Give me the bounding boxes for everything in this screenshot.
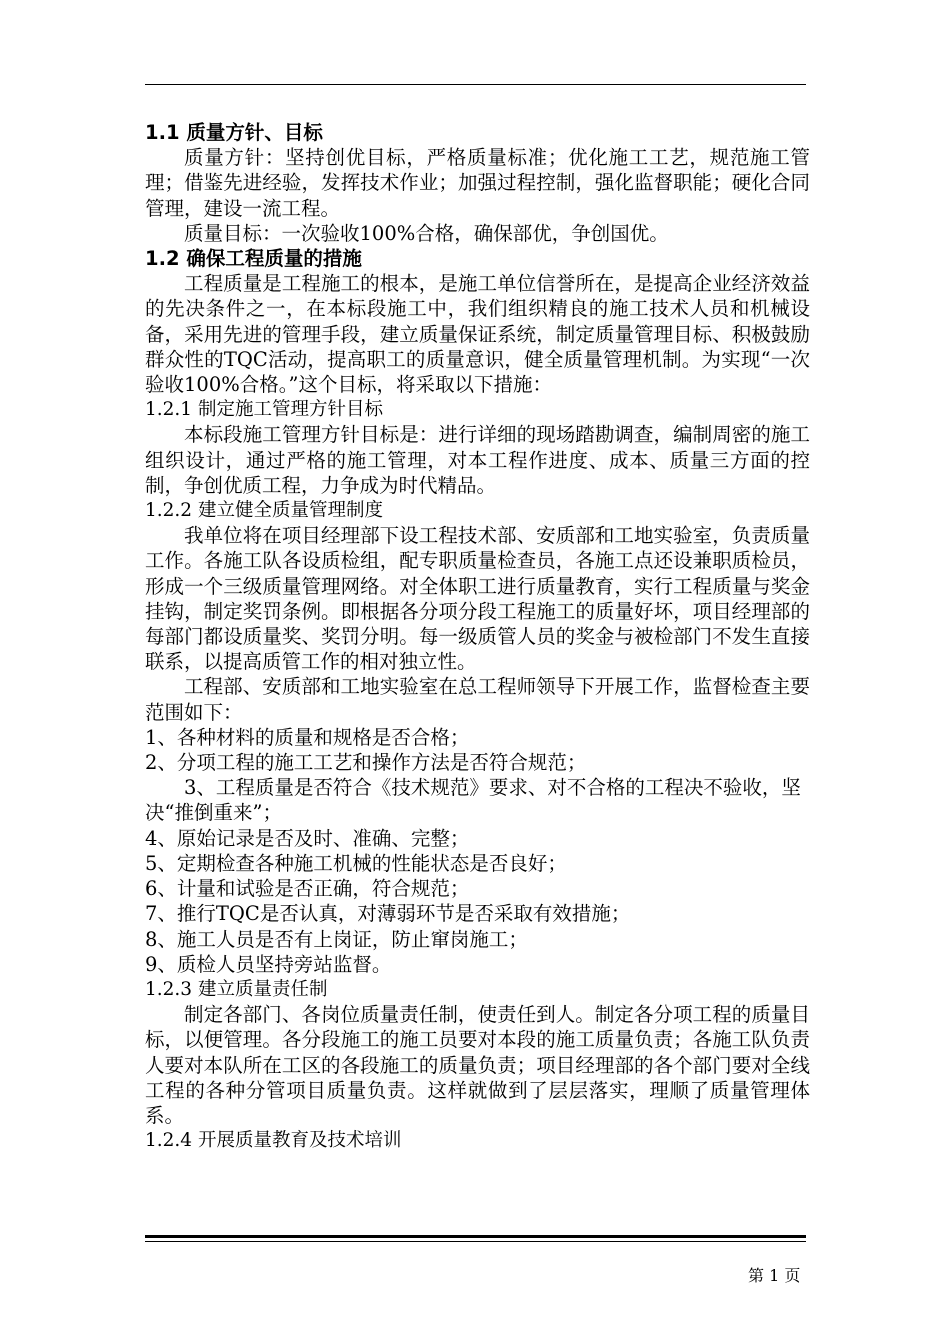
list-item: 1、各种材料的质量和规格是否合格； (145, 725, 470, 749)
footer-rule-thick (145, 1235, 806, 1238)
list-item: 6、计量和试验是否正确，符合规范； (145, 877, 470, 901)
document-body (145, 120, 810, 1153)
section-1-2-4-heading: 1.2.4 开展质量教育及技术培训 (145, 1130, 402, 1152)
section-1-2-heading: 1.2 确保工程质量的措施 (145, 247, 362, 271)
list-item: 9、质检人员坚持旁站监督。 (145, 952, 392, 976)
section-1-2-1-paragraph: 本标段施工管理方针目标是：进行详细的现场踏勘调查，编制周密的施工组织设计，通过严格的施工管理，对本工程作进度、成本、质量三方面的控制，争创优质工程，力争成为时代精品。 (145, 423, 810, 497)
section-1-2-intro-paragraph: 工程质量是工程施工的根本，是施工单位信誉所在，是提高企业经济效益的先决条件之一，在本标段施工中，我们组织精良的施工技术人员和机械设备，采用先进的管理手段，建立质量保证系统，制定质量管理目标、积极鼓励群众性的TQC活动，提高职工的质量意识，健全质量管理机制。为实现“一次验收100%合格。”这个目标，将采取以下措施： (145, 272, 810, 397)
list-item: 3、工程质量是否符合《技术规范》要求、对不合格的工程决不验收，坚决“推倒重来”； (145, 776, 801, 825)
section-1-2-3-heading: 1.2.3 建立质量责任制 (145, 978, 328, 1000)
section-1-2-3-paragraph: 制定各部门、各岗位质量责任制，使责任到人。制定各分项工程的质量目标，以便管理。各分段施工的施工员要对本段的施工质量负责；各施工队负责人要对本队所在工区的各段施工的质量负责；项目经理部的各个部门要对全线工程的各种分管项目质量负责。这样就做到了层层落实，理顺了质量管理体系。 (145, 1003, 810, 1127)
list-item: 4、原始记录是否及时、准确、完整； (145, 826, 470, 850)
list-item: 7、推行TQC是否认真，对薄弱环节是否采取有效措施； (145, 902, 631, 926)
list-item: 5、定期检查各种施工机械的性能状态是否良好； (145, 851, 567, 875)
quality-policy-paragraph: 质量方针：坚持创优目标，严格质量标准；优化施工工艺，规范施工管理；借鉴先进经验，发挥技术作业；加强过程控制，强化监督职能；硬化合同管理，建设一流工程。 (145, 146, 810, 220)
section-1-2-2-heading: 1.2.2 建立健全质量管理制度 (145, 500, 383, 522)
section-1-2-2-paragraph-1: 我单位将在项目经理部下设工程技术部、安质部和工地实验室，负责质量工作。各施工队各设质检组，配专职质量检查员，各施工点还设兼职质检员，形成一个三级质量管理网络。对全体职工进行质量教育，实行工程质量与奖金挂钩，制定奖罚条例。即根据各分项分段工程施工的质量好坏，项目经理部的每部门都设质量奖、奖罚分明。每一级质管人员的奖金与被检部门不发生直接联系，以提高质管工作的相对独立性。 (145, 524, 810, 674)
section-1-1-heading: 1.1 质量方针、目标 (145, 121, 323, 144)
quality-target-paragraph: 质量目标：一次验收100%合格，确保部优，争创国优。 (184, 221, 669, 245)
page-number: 第 1 页 (748, 1266, 801, 1285)
footer-rule-thin (145, 1241, 806, 1242)
list-item: 2、分项工程的施工工艺和操作方法是否符合规范； (145, 751, 587, 775)
section-1-2-1-heading: 1.2.1 制定施工管理方针目标 (145, 399, 383, 421)
section-1-2-2-paragraph-2: 工程部、安质部和工地实验室在总工程师领导下开展工作，监督检查主要范围如下： (145, 675, 810, 724)
list-item: 8、施工人员是否有上岗证，防止窜岗施工； (145, 927, 528, 951)
header-rule (145, 84, 806, 85)
